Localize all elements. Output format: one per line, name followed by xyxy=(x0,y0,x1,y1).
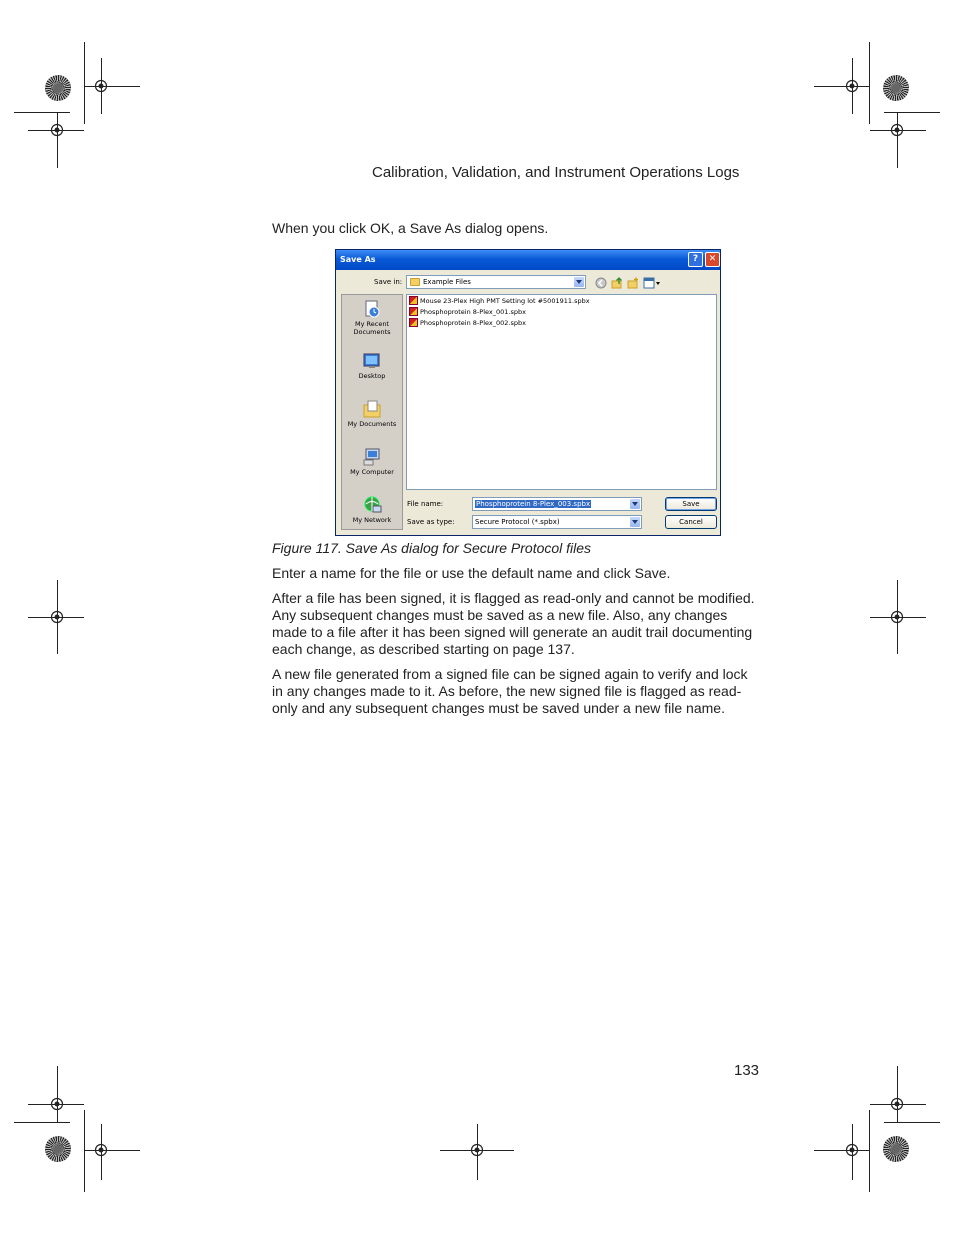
paragraph-2: After a file has been signed, it is flagged as read-only and cannot be modified. Any subsequent changes must be saved as a new file. Also, any changes made to a file after it has been signed will generate an audit trail documenting each change, as described starting on page 137. xyxy=(272,590,755,657)
crop-line xyxy=(84,1110,85,1192)
back-icon[interactable] xyxy=(595,277,607,289)
list-item[interactable] xyxy=(409,307,526,317)
crop-line xyxy=(869,42,870,124)
crop-line xyxy=(814,86,870,87)
crop-line xyxy=(84,86,140,87)
place-label: My Computer xyxy=(350,468,394,476)
crop-line xyxy=(897,112,898,168)
registration-star-icon xyxy=(883,75,909,101)
my-computer-icon xyxy=(362,447,382,467)
crop-line xyxy=(57,1066,58,1122)
save-in-label: Save in: xyxy=(374,278,403,286)
spbx-file-icon xyxy=(409,296,418,305)
registration-target-icon xyxy=(50,1097,64,1111)
crop-line xyxy=(57,112,58,168)
crop-line xyxy=(814,1150,870,1151)
paragraph-3: A new file generated from a signed file can be signed again to verify and lock in any changes made to it. As before, the new signed file is flagged as read-only and any subsequent changes must be saved under a new file name. xyxy=(272,666,748,716)
close-button[interactable]: ✕ xyxy=(705,252,720,267)
registration-target-icon xyxy=(94,79,108,93)
up-folder-icon[interactable] xyxy=(611,277,623,289)
my-network-icon xyxy=(362,495,382,515)
registration-target-icon xyxy=(890,1097,904,1111)
file-name: Mouse 23-Plex High PMT Setting lot #5001911.spbx xyxy=(420,297,590,305)
registration-target-icon xyxy=(845,1143,859,1157)
file-list[interactable] xyxy=(406,294,717,490)
figure-caption: Figure 117. Save As dialog for Secure Protocol files xyxy=(272,540,592,556)
chevron-down-icon[interactable] xyxy=(630,499,640,509)
view-menu-icon[interactable] xyxy=(643,277,661,289)
save-in-value: Example Files xyxy=(423,278,471,286)
save-in-dropdown[interactable] xyxy=(406,275,586,289)
place-recent-documents[interactable] xyxy=(342,299,402,336)
chevron-down-icon[interactable] xyxy=(630,517,640,527)
file-name-label: File name: xyxy=(407,500,444,508)
file-name: Phosphoprotein 8-Plex_002.spbx xyxy=(420,319,526,327)
dialog-title: Save As xyxy=(340,255,376,264)
list-item[interactable] xyxy=(409,296,590,306)
crop-line xyxy=(14,1122,70,1123)
file-name-input[interactable] xyxy=(472,497,642,511)
registration-star-icon xyxy=(45,1136,71,1162)
spbx-file-icon xyxy=(409,307,418,316)
place-desktop[interactable] xyxy=(342,351,402,380)
recent-documents-icon xyxy=(362,299,382,319)
paragraph-1: Enter a name for the file or use the default name and click Save. xyxy=(272,565,671,581)
registration-star-icon xyxy=(883,1136,909,1162)
place-label: My Recent Documents xyxy=(353,320,391,336)
chevron-down-icon[interactable] xyxy=(574,277,584,287)
crop-line xyxy=(14,112,70,113)
registration-target-icon xyxy=(845,79,859,93)
my-documents-icon xyxy=(362,399,382,419)
crop-line xyxy=(884,1122,940,1123)
save-as-type-dropdown[interactable] xyxy=(472,515,642,529)
place-label: My Network xyxy=(352,516,392,524)
intro-paragraph: When you click OK, a Save As dialog opens. xyxy=(272,220,549,236)
place-my-documents[interactable] xyxy=(342,399,402,428)
folder-icon xyxy=(410,278,420,286)
registration-target-icon xyxy=(50,610,64,624)
file-name: Phosphoprotein 8-Plex_001.spbx xyxy=(420,308,526,316)
save-button[interactable]: Save xyxy=(665,497,717,511)
new-folder-icon[interactable] xyxy=(627,277,639,289)
registration-target-icon xyxy=(94,1143,108,1157)
desktop-icon xyxy=(362,351,382,371)
crop-line xyxy=(884,112,940,113)
registration-target-icon xyxy=(890,123,904,137)
place-my-computer[interactable] xyxy=(342,447,402,476)
places-bar xyxy=(341,294,403,530)
spbx-file-icon xyxy=(409,318,418,327)
crop-line xyxy=(897,1066,898,1122)
crop-line xyxy=(84,42,85,124)
save-as-type-value: Secure Protocol (*.spbx) xyxy=(475,518,560,526)
registration-target-icon xyxy=(470,1143,484,1157)
page-number: 133 xyxy=(734,1062,760,1079)
file-name-value: Phosphoprotein 8-Plex_003.spbx xyxy=(476,500,591,508)
dialog-titlebar[interactable] xyxy=(336,250,720,270)
save-as-type-label: Save as type: xyxy=(407,518,455,526)
cancel-button[interactable]: Cancel xyxy=(665,515,717,529)
registration-target-icon xyxy=(890,610,904,624)
help-button[interactable]: ? xyxy=(688,252,703,267)
list-item[interactable] xyxy=(409,318,526,328)
running-header: Calibration, Validation, and Instrument Operations Logs xyxy=(372,164,740,181)
place-label: My Documents xyxy=(347,420,397,428)
place-my-network[interactable] xyxy=(342,495,402,524)
save-as-dialog xyxy=(335,249,721,536)
place-label: Desktop xyxy=(358,372,386,380)
registration-star-icon xyxy=(45,75,71,101)
registration-target-icon xyxy=(50,123,64,137)
crop-line xyxy=(869,1110,870,1192)
crop-line xyxy=(84,1150,140,1151)
